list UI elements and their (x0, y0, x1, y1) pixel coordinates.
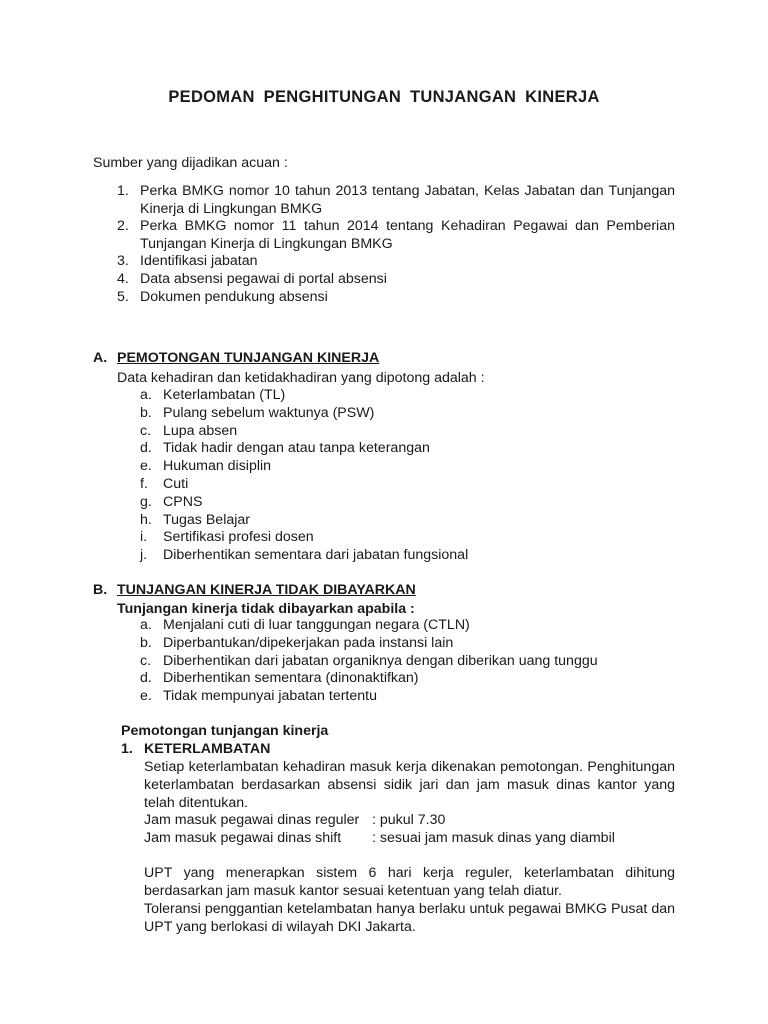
list-item: a. Menjalani cuti di luar tanggungan negara (CTLN) (140, 617, 470, 633)
list-item: b. Diperbantukan/dipekerjakan pada instansi lain (140, 634, 454, 651)
list-item: d. Tidak hadir dengan atau tanpa keterangan (140, 440, 430, 457)
source-item: 3. Identifikasi jabatan (117, 253, 258, 270)
list-item: e. Tidak mempunyai jabatan tertentu (140, 688, 377, 705)
list-item: c. Lupa absen (140, 422, 238, 439)
schedule-row-regular (144, 811, 445, 829)
list-item: h. Tugas Belajar (140, 511, 251, 528)
source-item: 4. Data absensi pegawai di portal absensi (117, 270, 387, 287)
schedule-row-shift (144, 829, 615, 847)
sources-intro: Sumber yang dijadikan acuan : (93, 155, 288, 171)
schedule-label: Jam masuk pegawai dinas shift (144, 830, 342, 846)
list-item: a. Keterlambatan (TL) (140, 387, 286, 403)
source-item: 2. Perka BMKG nomor 11 tahun 2014 tentang Kehadiran Pegawai dan Pemberian Tunjangan Kinerja di Lingkungan BMKG (117, 218, 675, 252)
section-b-letter: B. (93, 582, 108, 598)
source-item: 1. Perka BMKG nomor 10 tahun 2013 tentang Jabatan, Kelas Jabatan dan Tunjangan Kinerja di Lingkungan BMKG (117, 183, 675, 217)
list-item: e. Hukuman disiplin (140, 458, 272, 475)
deduction-paragraph-1: Setiap keterlambatan kehadiran masuk kerja dikenakan pemotongan. Penghitungan keterlambatan berdasarkan absensi sidik jari dan jam masuk dinas kantor yang telah ditentukan. (144, 759, 675, 811)
list-item: g. CPNS (140, 493, 203, 510)
schedule-value: : sesuai jam masuk dinas yang diambil (372, 830, 615, 846)
list-item: i. Sertifikasi profesi dosen (140, 529, 314, 546)
list-item: d. Diberhentikan sementara (dinonaktifkan) (140, 670, 419, 687)
section-b-title: TUNJANGAN KINERJA TIDAK DIBAYARKAN (117, 582, 416, 598)
deduction-heading: Pemotongan tunjangan kinerja (121, 723, 329, 739)
section-b-intro: Tunjangan kinerja tidak dibayarkan apabila : (117, 601, 415, 617)
sources-list (117, 183, 675, 306)
deduction-paragraph-3: Toleransi penggantian ketelambatan hanya berlaku untuk pegawai BMKG Pusat dan UPT yang berlokasi di wilayah DKI Jakarta. (144, 901, 675, 935)
list-item: b. Pulang sebelum waktunya (PSW) (140, 404, 375, 421)
list-item: c. Diberhentikan dari jabatan organiknya dengan diberikan uang tunggu (140, 652, 598, 669)
deduction-sub-number: 1. (121, 741, 133, 757)
source-item: 5. Dokumen pendukung absensi (117, 288, 328, 305)
section-a-list (140, 387, 660, 565)
section-a-intro: Data kehadiran dan ketidakhadiran yang dipotong adalah : (117, 370, 485, 386)
document-title: PEDOMAN PENGHITUNGAN TUNJANGAN KINERJA (168, 88, 600, 106)
section-b-list (140, 617, 660, 706)
schedule-value: : pukul 7.30 (372, 812, 446, 828)
section-a-letter: A. (93, 350, 108, 366)
deduction-sub-title: KETERLAMBATAN (144, 741, 271, 757)
list-item: f. Cuti (140, 475, 189, 492)
list-item: j. Diberhentikan sementara dari jabatan fungsional (140, 547, 469, 564)
schedule-label: Jam masuk pegawai dinas reguler (144, 812, 360, 828)
section-a-title: PEMOTONGAN TUNJANGAN KINERJA (117, 350, 380, 366)
deduction-paragraph-2: UPT yang menerapkan sistem 6 hari kerja reguler, keterlambatan dihitung berdasarkan jam masuk kantor sesuai ketentuan yang telah diatur. (144, 865, 675, 899)
